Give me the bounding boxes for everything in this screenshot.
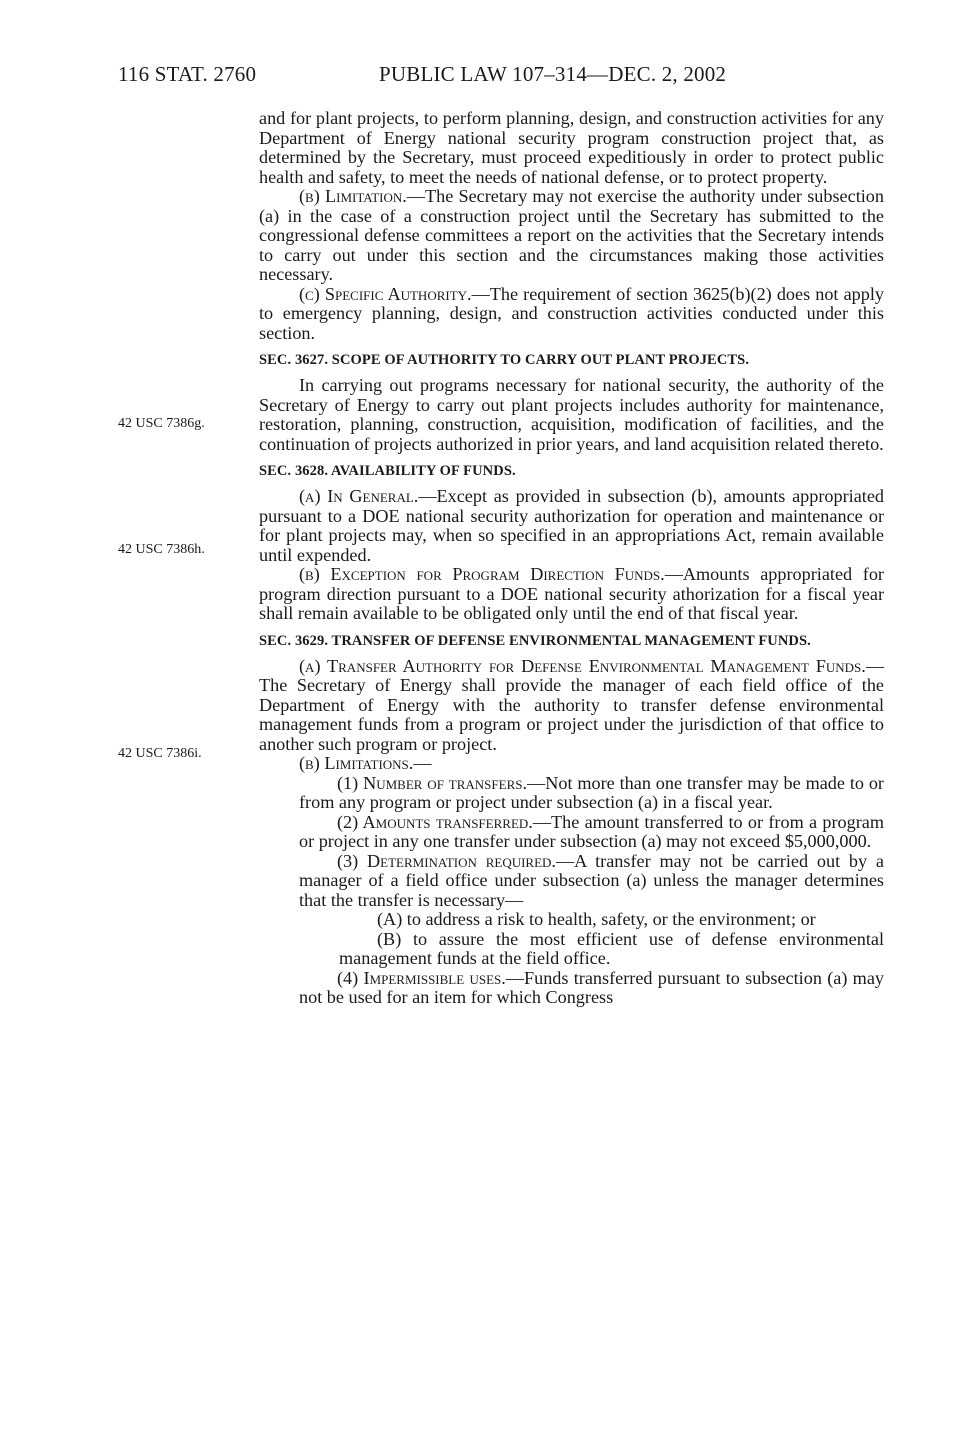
section-3629-heading: SEC. 3629. TRANSFER OF DEFENSE ENVIRONMENTAL MANAGEMENT FUNDS. [259,632,811,649]
subparagraph-a: (A) to address a risk to health, safety, or the environment; or [377,909,816,929]
paragraph-1-number-of-transfers [259,774,884,813]
subsection-a-transfer-authority [259,657,884,755]
subparagraph-b: (B) to assure the most efficient use of defense environmental management funds at the field office. [339,928,884,968]
margin-note-7386i: 42 USC 7386i. [118,746,202,761]
subsection-text: —Amounts appropriated for program direction pursuant to a DOE national security athorization for a fiscal year shall remain available to be obligated only until the end of that fiscal year. [259,564,884,623]
subsection-text: —The Secretary may not exercise the authority under subsection (a) in the case of a construction project until the Secretary has submitted to the congressional defense committees a report on the activities that the Secretary intends to carry out under this section and the circumstances making those activities necessary. [259,186,884,284]
paragraph-2-amounts-transferred [259,813,884,852]
paragraph-text: —The amount transferred to or from a program or project in any one transfer under subsection (a) may not exceed $5,000,000. [299,811,884,851]
paragraph-4-impermissible-uses [259,969,884,1008]
subsection-heading: (b) Exception for Program Direction Funds. [299,564,665,584]
subsection-text: —The requirement of section 3625(b)(2) does not apply to emergency planning, design, and construction activities conducted under this section. [259,283,884,343]
paragraph-3-determination-required [259,852,884,911]
subsection-text: —The Secretary of Energy shall provide the manager of each field office of the Department of Energy with the authority to transfer defense environmental management funds from a program or project under the jurisdiction of that office to another such program or project. [259,655,884,754]
subsection-heading: (b) Limitation. [299,186,407,206]
section-3628-heading: SEC. 3628. AVAILABILITY OF FUNDS. [259,463,516,479]
statute-page-number: 116 STAT. 2760 [118,62,257,86]
paragraph-text: —A transfer may not be carried out by a manager of a field office under subsection (a) unless the manager determines that the transfer is necessary— [299,850,884,910]
subsection-b-limitation [259,187,884,285]
section-3627-text: In carrying out programs necessary for national security, the authority of the Secretary of Energy to carry out plant projects includes authority for maintenance, restoration, planning, construction, acquisition, modification of facilities, and the continuation of projects authorized in prior years, and land acquisition related thereto. [259,375,884,454]
subsection-c-specific-authority [259,285,884,344]
paragraph-text: —Funds transferred pursuant to subsection (a) may not be used for an item for which Congress [299,967,884,1007]
subsection-heading: (a) In General. [299,486,419,506]
statute-body [259,109,884,1008]
subsection-text: —Except as provided in subsection (b), amounts appropriated pursuant to a DOE national security authorization for operation and maintenance or for plant projects may, when so specified in an appropriations Act, remain available until expended. [259,486,884,565]
margin-note-7386h: 42 USC 7386h. [118,542,205,557]
paragraph-heading: (1) Number of transfers. [337,772,528,793]
subsection-heading: (a) Transfer Authority for Defense Environmental Management Funds. [299,655,866,676]
public-law-citation: PUBLIC LAW 107–314—DEC. 2, 2002 [379,62,727,86]
subsection-heading: (b) Limitations. [299,753,414,773]
paragraph-text: —Not more than one transfer may be made to or from any program or project under subsection (a) in a fiscal year. [299,772,884,812]
subsection-b-limitations [259,754,884,774]
paragraph-heading: (3) Determination required. [337,850,556,871]
subsection-b-exception [259,565,884,624]
paragraph-heading: (4) Impermissible uses. [337,967,506,988]
subsection-a-in-general [259,487,884,565]
section-3627-heading: SEC. 3627. SCOPE OF AUTHORITY TO CARRY OUT PLANT PROJECTS. [259,352,750,368]
intro-paragraph: and for plant projects, to perform planning, design, and construction activities for any Department of Energy national security program construction project that, as determined by the Secretary, must proceed expeditiously in order to protect public health and safety, to meet the needs of national defense, or to protect property. [259,108,884,187]
paragraph-heading: (2) Amounts transferred. [337,811,533,832]
subsection-heading: (c) Specific Authority. [299,283,472,304]
margin-note-7386g: 42 USC 7386g. [118,416,205,431]
subsection-dash: — [413,753,432,773]
